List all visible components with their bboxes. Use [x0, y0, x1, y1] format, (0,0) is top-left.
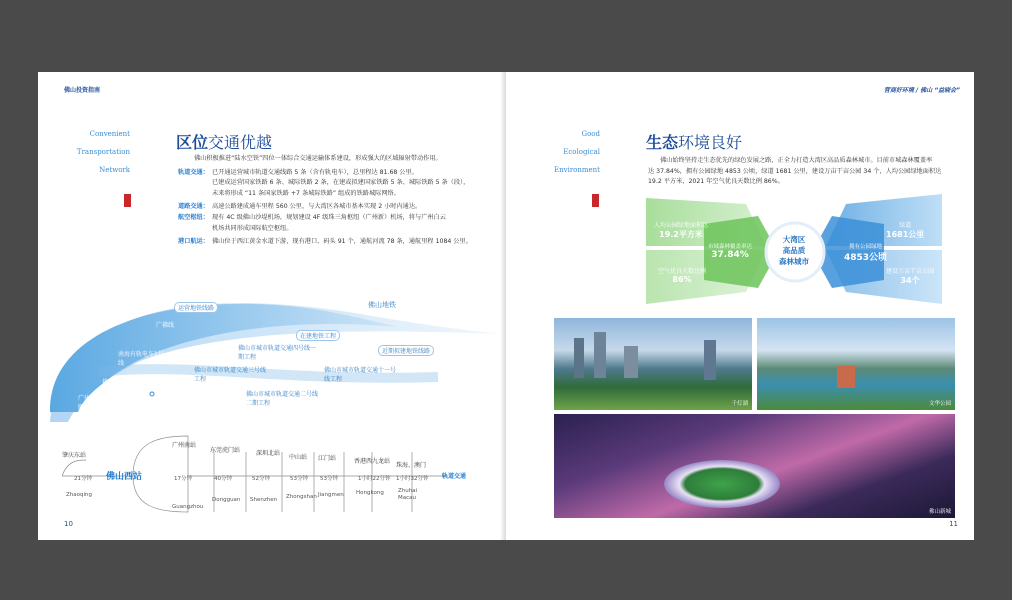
- left-page: [38, 72, 506, 540]
- photo-wenhua-park: 文华公园: [757, 318, 955, 410]
- section-tag: [124, 194, 131, 207]
- stop-name: 江门站: [318, 455, 337, 462]
- line-11-label: 佛山市城市轨道交通十一号线工程: [324, 367, 397, 383]
- zhaoqing-station: 肇庆东站: [62, 452, 87, 459]
- air-quality-stat: 空气优良天数比例 86%: [658, 268, 707, 284]
- transport-text: [178, 154, 498, 248]
- header-title: 佛山投资指南: [64, 87, 101, 94]
- ecology-intro: 佛山始终坚持走生态优先的绿色发展之路，正全力打造大湾区高品质森林城市。目前市城森林覆盖率 达 37.84%，拥有公园绿地 4853 公顷，绿道 1681 公里，建设万亩干亩公园 34 个，人均公园绿地面积达 19.2 平方米，2021 年空气优良天数比例 86%。: [648, 157, 942, 186]
- stop-en: Zhongshan: [286, 494, 317, 500]
- photo-foshan-new-city: 佛山新城: [554, 414, 955, 518]
- air-section: 航空枢纽： 现有 4C 级佛山沙堤机场，规划建设 4F 级珠三角枢纽（广州新）机场，将与广州白云 机场共同形成国际航空枢纽。: [178, 213, 446, 232]
- planned-metro-label: 近期拟建地铁线路: [378, 345, 434, 356]
- foshan-metro-label: 佛山地铁: [368, 301, 396, 309]
- stop-en: Zhuhai Macau: [398, 488, 418, 501]
- stop-en: Hongkong: [356, 490, 384, 496]
- stop-en: Dongguan: [212, 497, 241, 503]
- port-section: 港口航运： 佛山位于西江黄金水道下游，现有港口、码头 91 个，通航河流 78 条，通航里程 1084 公里。: [178, 238, 472, 246]
- park-stat: 拥有公园绿地 4853公顷: [844, 244, 888, 263]
- stop-en: Shenzhen: [250, 497, 278, 503]
- per-capita-stat: 人均公园绿地面积达 19.2平方米: [654, 222, 709, 239]
- english-title: Convenient Transportation Network: [76, 130, 130, 174]
- stop-en: Guangzhou: [172, 504, 204, 510]
- page-number: 10: [64, 520, 73, 528]
- foshan-west-hub: 佛山西站: [106, 472, 143, 482]
- forest-stat: 市域森林覆盖率达 37.84%: [708, 244, 753, 260]
- stop-time: 17分钟: [174, 476, 192, 482]
- stop-name: 香港西九龙站: [354, 458, 391, 465]
- guangfo-line-label: 广佛线: [156, 322, 175, 329]
- road-section: 道路交通： 高速公路建成通车里程 560 公里，与大湾区各城市基本实现 2 小时内通达。: [178, 203, 422, 211]
- header-title: 营商好环境 / 佛山 “益晓会”: [883, 87, 960, 94]
- rail-transit-label: 轨道交通: [442, 473, 467, 480]
- intro-paragraph: 佛山积极推进“陆水空铁”四位一体综合交通运输体系建设，形成强大的区域辐射带动作用。: [194, 155, 442, 162]
- page-number: 11: [949, 520, 958, 528]
- line-2-label: 佛山地铁 2 号线: [102, 379, 146, 386]
- stop-en: Jiangmen: [318, 492, 344, 498]
- stop-time: 40分钟: [214, 476, 232, 482]
- stop-time: 52分钟: [252, 476, 270, 482]
- nanhai-tram-label: 南海有轨电车1号线: [118, 351, 164, 367]
- page-title: 区位交通优越: [176, 133, 273, 152]
- guangzhou-line-7-label: 广州地铁 7 号线西延顺德段: [78, 395, 134, 411]
- construction-metro-label: 在建地铁工程: [296, 330, 340, 341]
- center-label: 大湾区 高品质 森林城市: [779, 235, 809, 266]
- stop-time: 1小时32分钟: [396, 476, 429, 482]
- zhaoqing-en: Zhaoqing: [66, 492, 92, 498]
- station-dot: [150, 392, 154, 396]
- line-3-label: 佛山市城市轨道交通三号线工程: [194, 367, 267, 383]
- zhaoqing-time: 21分钟: [74, 476, 92, 482]
- operating-metro-label: 运营地铁线路: [174, 302, 218, 313]
- stop-time: 53分钟: [290, 476, 308, 482]
- page-title: 生态环境良好: [646, 133, 743, 152]
- stop-name: 中山站: [289, 454, 308, 461]
- greenway-stat: 绿道 1681公里: [886, 222, 925, 239]
- stop-name: 广州南站: [172, 442, 197, 449]
- stop-name: 东莞虎门站: [210, 447, 241, 454]
- line-4-label: 佛山市城市轨道交通四号线一期工程: [238, 345, 317, 361]
- english-title: Good Ecological Environment: [554, 130, 600, 174]
- rail-section: 轨道交通： 已开通运营城市轨道交通线路 5 条（含有轨电车），总里程达 81.68 公里。 已建成运营国家铁路 6 条、城际铁路 2 条，在建或拟建国家铁路 5 条、城际铁路 5 条（段）， 未来将形成 “11 条国家铁路 +7 条城际铁路” 组成的铁路城际网络。: [178, 168, 470, 197]
- stop-time: 1小时22分钟: [358, 476, 391, 482]
- photo-qiandeng-lake: 千灯湖: [554, 318, 752, 410]
- wanmu-park-stat: 建设万亩干亩公园 34个: [886, 268, 935, 285]
- stop-time: 53分钟: [320, 476, 338, 482]
- section-tag: [592, 194, 599, 207]
- right-page: [506, 72, 974, 540]
- stop-name: 深圳北站: [256, 450, 281, 457]
- stop-name: 珠海、澳门: [396, 462, 427, 469]
- line-2-phase-2-label: 佛山市城市轨道交通二号线二期工程: [246, 391, 319, 407]
